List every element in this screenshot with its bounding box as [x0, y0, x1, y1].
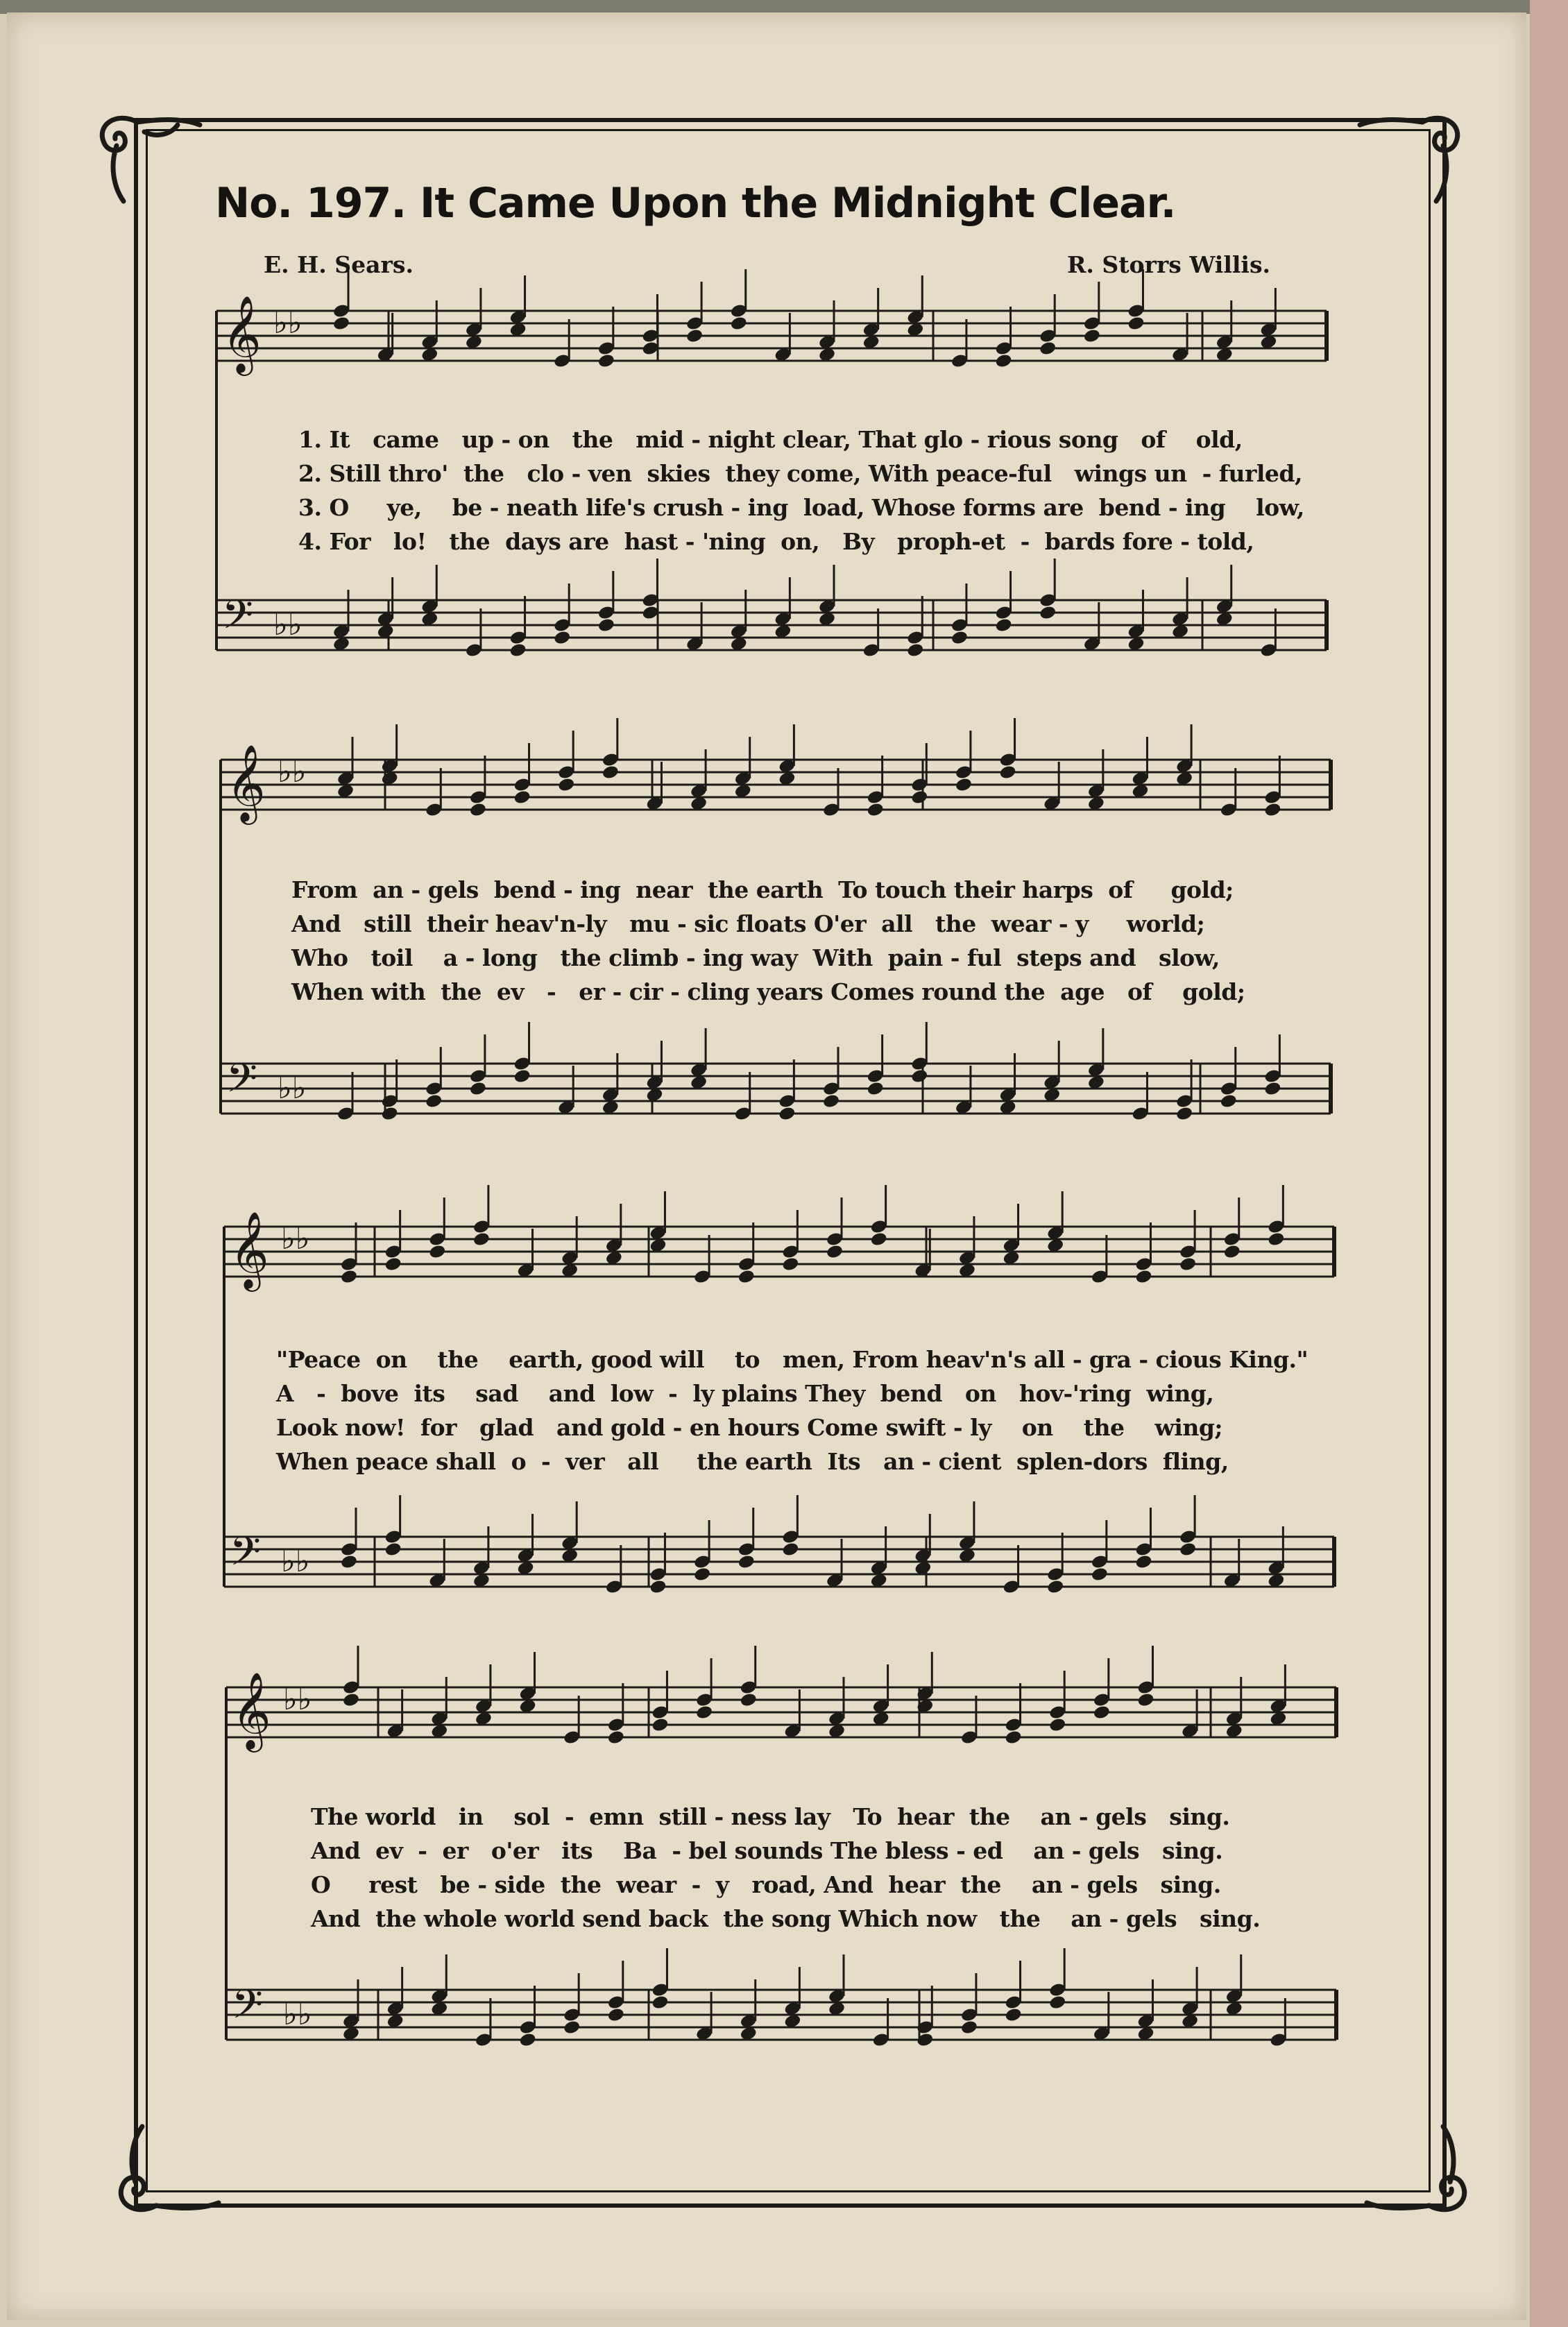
lyric-line: 2. Still thro' the clo - ven skies they come, With peace-ful wings un - furled, [298, 460, 1302, 487]
note-head [867, 802, 885, 818]
note-head [1223, 1244, 1241, 1260]
note-head [867, 1081, 885, 1097]
note-head [607, 1730, 625, 1746]
note-head [960, 2020, 978, 2036]
note-head [1048, 1717, 1066, 1733]
note-head [693, 1567, 711, 1583]
note-head [781, 1542, 799, 1558]
note-head [1048, 1995, 1066, 2011]
note-head [1175, 1106, 1193, 1122]
composer-credit: R. Storrs Willis. [1067, 251, 1271, 278]
lyric-line: 1. It came up - on the mid - night clear, That glo - rious song of old, [298, 426, 1243, 453]
note-head [1093, 1705, 1111, 1721]
note-head [1263, 802, 1281, 818]
note-head [826, 1244, 844, 1260]
treble-clef-icon: 𝄞 [222, 295, 262, 373]
note-head [1091, 1567, 1109, 1583]
lyric-line: And the whole world send back the song Which now the an - gels sing. [311, 1905, 1261, 1932]
lyric-line: 4. For lo! the days are hast - 'ning on, By proph-et - bards fore - told, [298, 528, 1254, 555]
note-head [738, 1554, 756, 1570]
note-head [651, 1995, 669, 2011]
lyric-line: "Peace on the earth, good will to men, From heav'n's all - gra - cious King." [276, 1346, 1309, 1373]
note-head [1136, 1692, 1154, 1708]
note-head [649, 1579, 667, 1595]
note-head [685, 328, 704, 344]
note-head [553, 630, 571, 646]
lyric-line: When with the ev - er - cir - cling years Comes round the age of gold; [291, 978, 1245, 1005]
note-head [607, 2007, 625, 2023]
note-head [994, 617, 1012, 633]
note-head [1004, 1730, 1022, 1746]
note-head [384, 1542, 402, 1558]
note-head [1046, 1579, 1064, 1595]
bass-clef-icon: 𝄢 [226, 1055, 258, 1111]
note-head [906, 642, 924, 658]
bass-clef-icon: 𝄢 [222, 591, 254, 648]
note-head [509, 642, 527, 658]
note-head [340, 1269, 358, 1285]
note-head [1134, 1269, 1152, 1285]
hymn-title: No. 197. It Came Upon the Midnight Clear. [215, 179, 1176, 228]
author-credit: E. H. Sears. [264, 251, 414, 278]
key-signature-icon: ♭♭ [273, 305, 302, 341]
bass-clef-icon: 𝄢 [232, 1981, 264, 2038]
key-signature-icon: ♭♭ [283, 1682, 312, 1717]
note-head [384, 1256, 402, 1272]
lyric-line: 3. O ye, be - neath life's crush - ing load, Whose forms are bend - ing low, [298, 494, 1304, 521]
lyrics-block [298, 423, 1304, 559]
lyrics-block [291, 873, 1245, 1009]
key-signature-icon: ♭♭ [283, 1997, 312, 2032]
note-head [469, 802, 487, 818]
treble-clef-icon: 𝄞 [226, 744, 266, 821]
note-head [381, 1106, 399, 1122]
lyric-line: A - bove its sad and low - ly plains They bend on hov-'ring wing, [276, 1380, 1214, 1407]
bass-clef-icon: 𝄢 [230, 1528, 262, 1585]
note-head [951, 630, 969, 646]
note-head [513, 790, 531, 806]
note-head [342, 1692, 360, 1708]
note-head [1127, 316, 1145, 332]
note-head [597, 353, 615, 369]
note-head [1083, 328, 1101, 344]
note-head [428, 1244, 446, 1260]
lyrics-block [276, 1342, 1308, 1478]
key-signature-icon: ♭♭ [278, 1071, 307, 1106]
note-head [730, 316, 748, 332]
lyric-line: Look now! for glad and gold - en hours Come swift - ly on the wing; [276, 1414, 1223, 1441]
note-head [778, 1106, 796, 1122]
note-head [1179, 1256, 1197, 1272]
lyric-line: Who toil a - long the climb - ing way With pain - ful steps and slow, [291, 944, 1220, 971]
note-head [910, 790, 928, 806]
lyric-line: And still their heav'n-ly mu - sic floats O'er all the wear - y world; [291, 910, 1205, 937]
note-head [955, 777, 973, 793]
note-head [469, 1081, 487, 1097]
key-signature-icon: ♭♭ [281, 1221, 310, 1256]
note-head [513, 1068, 531, 1084]
note-head [597, 617, 615, 633]
note-head [1263, 1081, 1281, 1097]
key-signature-icon: ♭♭ [281, 1544, 310, 1579]
note-head [557, 777, 575, 793]
lyric-line: From an - gels bend - ing near the earth To touch their harps of gold; [291, 876, 1234, 903]
note-head [781, 1256, 799, 1272]
note-head [425, 1093, 443, 1109]
note-head [870, 1231, 888, 1247]
key-signature-icon: ♭♭ [273, 607, 302, 642]
note-head [332, 316, 350, 332]
treble-clef-icon: 𝄞 [230, 1211, 269, 1288]
note-head [472, 1231, 491, 1247]
note-head [1039, 605, 1057, 621]
note-head [998, 765, 1016, 781]
note-head [651, 1717, 669, 1733]
note-head [994, 353, 1012, 369]
lyric-line: And ev - er o'er its Ba - bel sounds The bless - ed an - gels sing. [311, 1837, 1223, 1864]
note-head [822, 1093, 840, 1109]
note-head [563, 2020, 581, 2036]
lyric-line: O rest be - side the wear - y road, And hear the an - gels sing. [311, 1871, 1221, 1898]
lyrics-block [311, 1800, 1260, 1936]
note-head [695, 1705, 713, 1721]
note-head [1267, 1231, 1285, 1247]
note-head [1220, 1093, 1238, 1109]
note-head [1134, 1554, 1152, 1570]
note-head [738, 1269, 756, 1285]
note-head [1179, 1542, 1197, 1558]
key-signature-icon: ♭♭ [278, 754, 307, 790]
note-head [518, 2032, 536, 2048]
note-head [340, 1554, 358, 1570]
note-head [740, 1692, 758, 1708]
lyric-line: When peace shall o - ver all the earth Its an - cient splen-dors fling, [276, 1448, 1229, 1475]
note-head [602, 765, 620, 781]
note-head [1039, 341, 1057, 357]
note-head [910, 1068, 928, 1084]
treble-clef-icon: 𝄞 [232, 1671, 271, 1749]
note-head [1004, 2007, 1022, 2023]
lyric-line: The world in sol - emn still - ness lay To hear the an - gels sing. [311, 1803, 1230, 1830]
